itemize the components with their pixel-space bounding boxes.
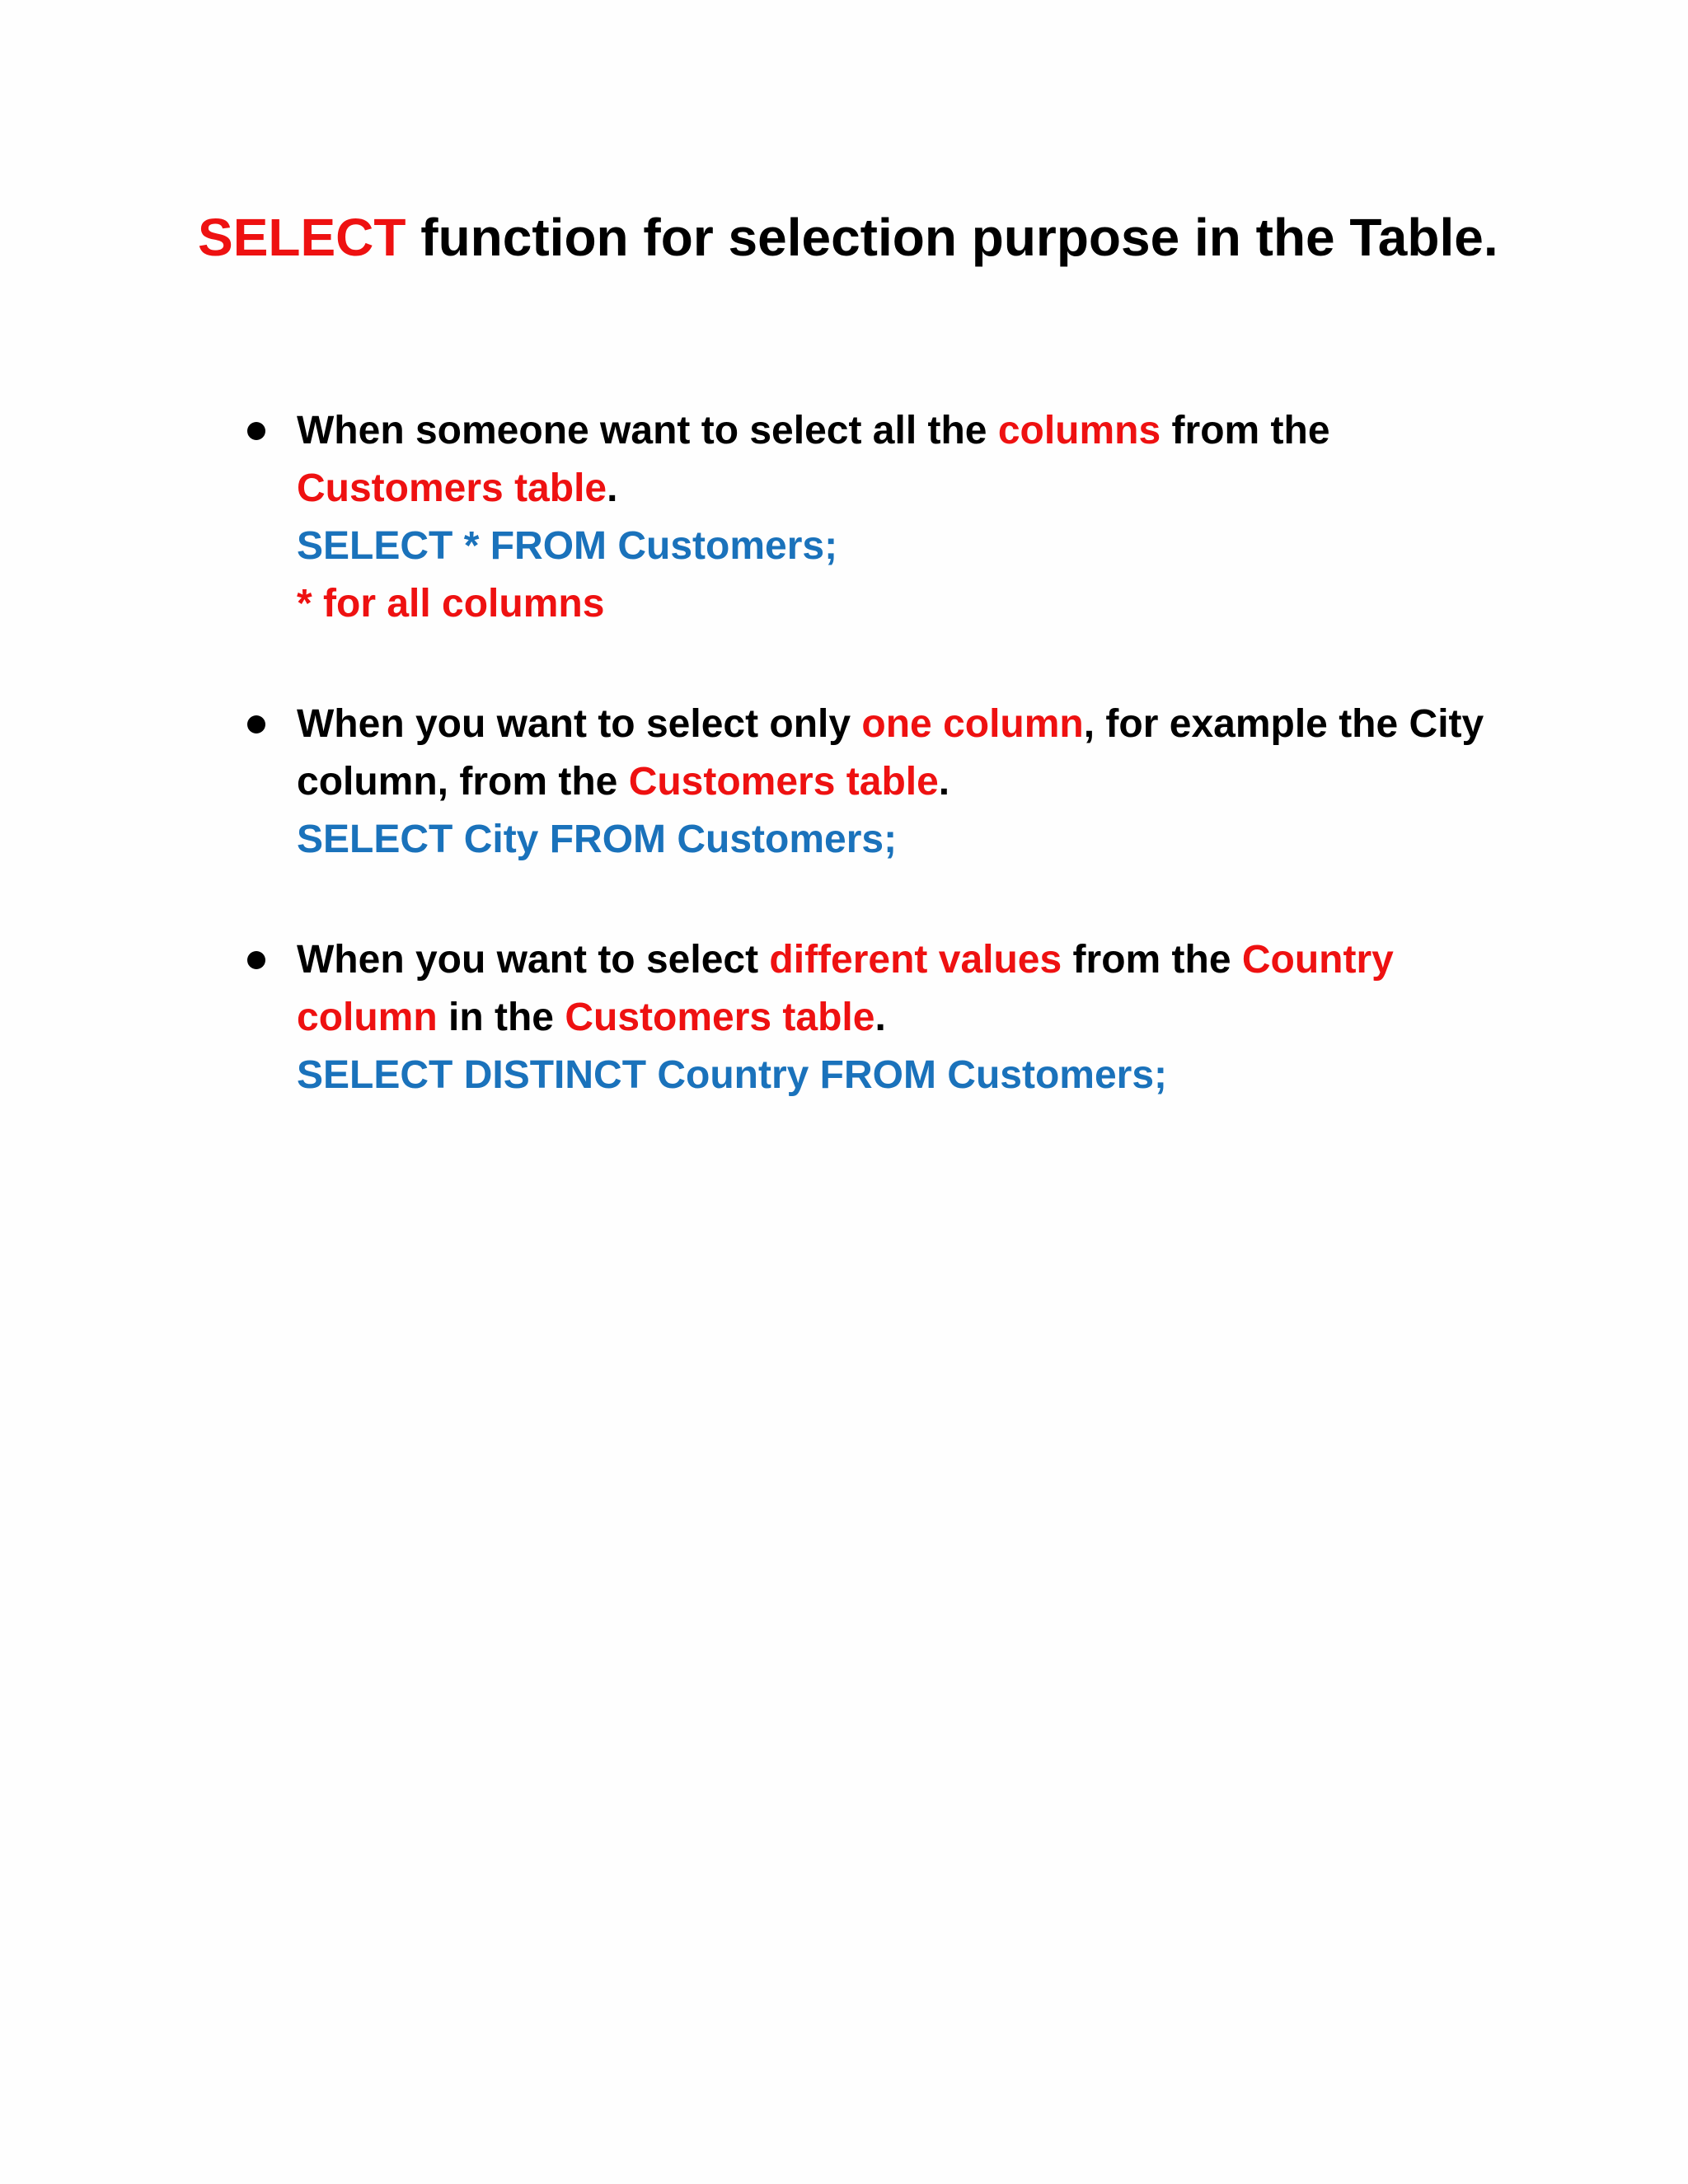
highlight-run: different values: [769, 938, 1062, 982]
text-run: from the: [1160, 409, 1330, 452]
title-text: function for selection purpose in the Table.: [406, 208, 1498, 267]
highlight-run: one column: [861, 702, 1084, 746]
highlight-run: Customers table: [565, 996, 875, 1039]
page-title: [198, 200, 1498, 274]
text-run: in the: [437, 996, 565, 1039]
text-run: When you want to select only: [297, 702, 862, 746]
bullet-line: [297, 696, 1533, 753]
note-line: * for all columns: [297, 582, 605, 626]
bullet-line: [297, 753, 1533, 811]
bullet-dot-icon: [247, 715, 265, 733]
highlight-run: columns: [997, 409, 1161, 452]
text-run: When you want to select: [297, 938, 770, 982]
text-run: , for example the City: [1083, 702, 1484, 746]
highlight-run: column: [297, 996, 438, 1039]
highlight-run: Country: [1241, 938, 1394, 982]
title-keyword: SELECT: [198, 208, 406, 267]
text-run: .: [874, 996, 886, 1039]
sql-code-line: SELECT * FROM Customers;: [297, 524, 838, 568]
text-run: .: [938, 760, 950, 804]
bullet-body: [297, 402, 1533, 633]
bullet-line: [297, 989, 1533, 1047]
text-run: column, from the: [297, 760, 629, 804]
bullet-line: [297, 402, 1533, 460]
bullet-dot-icon: [247, 951, 265, 969]
sql-code-line: SELECT DISTINCT Country FROM Customers;: [297, 1053, 1168, 1097]
sql-code-line: SELECT City FROM Customers;: [297, 818, 898, 861]
bullet-line: [297, 931, 1533, 989]
text-run: from the: [1062, 938, 1242, 982]
bullet-body: [297, 696, 1533, 869]
bullet-line: [297, 460, 1533, 518]
highlight-run: Customers table: [628, 760, 939, 804]
text-run: When someone want to select all the: [297, 409, 998, 452]
bullet-body: [297, 931, 1533, 1104]
highlight-run: Customers table: [297, 466, 607, 510]
text-run: .: [607, 466, 618, 510]
bullet-dot-icon: [247, 422, 265, 440]
